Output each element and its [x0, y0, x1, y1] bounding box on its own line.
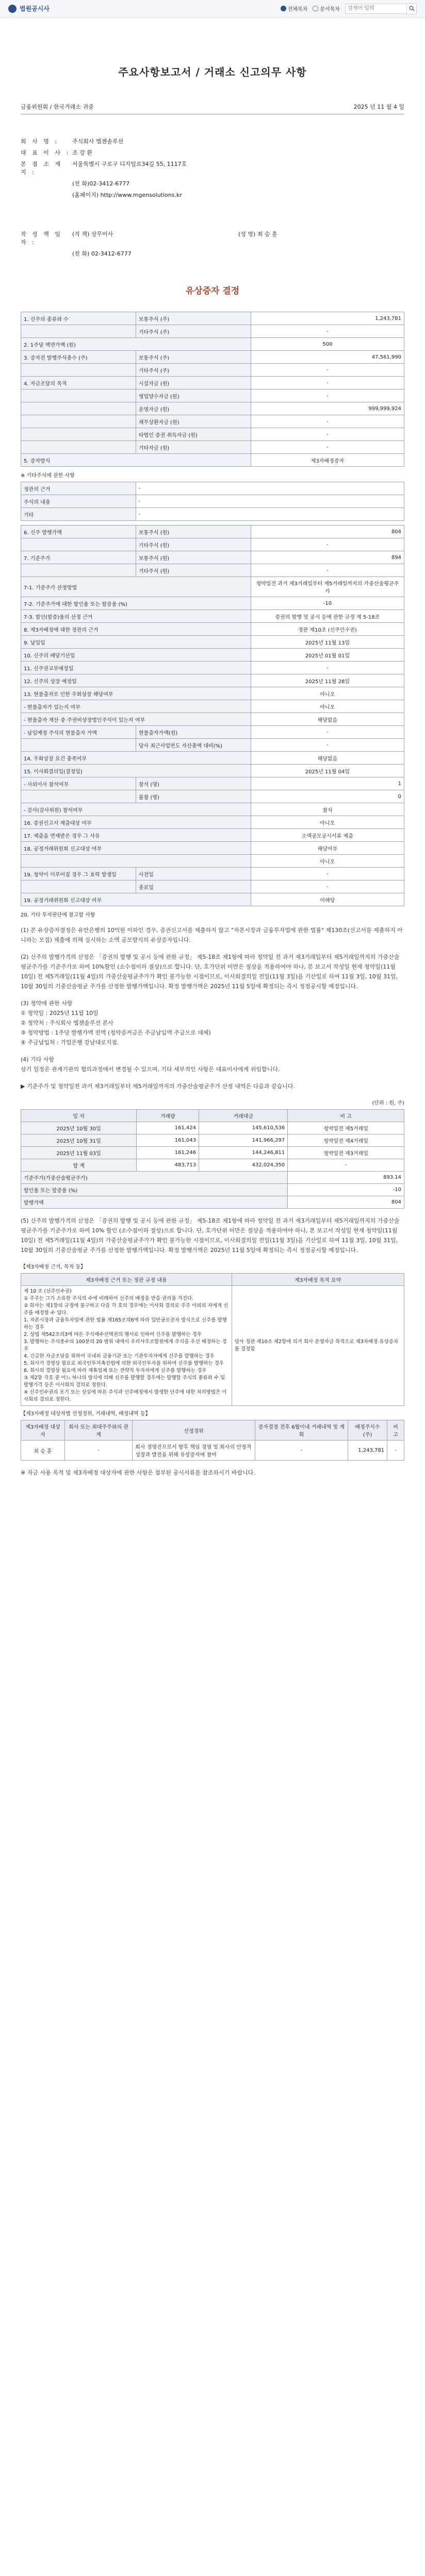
column-header: 비 고 [288, 1110, 404, 1122]
note-paragraph: (1) 본 유상증자결정은 유안은행의 10억원 이하인 경우, 증권신고서를 제출하지 않고 "자본시장과 금융투자업에 관한 법률" 제130조(신고서를 제출하지 아니하는 모집) 제출에 의해 실시하는 소액 공모방식의 유상증자입니다. [21, 927, 403, 943]
row-sublabel: 기타주식 (주) [136, 325, 251, 338]
remark-cell: 청약일전 제5거래일 [288, 1122, 404, 1134]
table-row [21, 777, 404, 790]
table-row [21, 325, 404, 338]
row-label: 13. 현물출자로 인한 우회상장 해당여부 [21, 687, 251, 700]
row-value: -10 [251, 597, 404, 610]
table-row [21, 508, 404, 521]
summary-label: 기준주가(가중산술평균주가) [21, 1172, 288, 1184]
remark-cell: 청약일전 제3거래일 [288, 1147, 404, 1159]
amount-cell: 144,246,811 [199, 1147, 288, 1159]
shares-cell: 1,243,781 [348, 1440, 387, 1461]
row-value: 미해당 [251, 893, 404, 906]
row-value: 참석 [251, 803, 404, 816]
row-label [21, 564, 136, 577]
row-value: 894 [251, 551, 404, 564]
column-header: 제3자배정 대상자 [21, 1420, 65, 1440]
date-cell: 2025년 10월 31일 [21, 1134, 137, 1147]
column-header: 일 자 [21, 1110, 137, 1122]
row-value: - [251, 428, 404, 441]
row-sublabel: 사전일 [136, 868, 251, 880]
row-label [21, 441, 136, 454]
row-sublabel: 운영자금 (원) [136, 402, 251, 415]
row-sublabel: 타법인 증권 취득자금 (원) [136, 428, 251, 441]
table-row [21, 855, 404, 868]
row-label [21, 364, 136, 377]
t3-head-2: 제3자배정 목적 요약 [232, 1274, 404, 1286]
table-row [21, 415, 404, 428]
row-label [21, 855, 251, 868]
table-row [21, 1159, 404, 1172]
table-row [21, 649, 404, 662]
row-label [21, 739, 136, 752]
column-header: 거래대금 [199, 1110, 288, 1122]
row-value: 2025년 11월 28일 [251, 674, 404, 687]
row-value: - [251, 739, 404, 752]
phone-value: (전 화)02-3412-6777 [72, 180, 130, 187]
table-row [21, 623, 404, 636]
table-row [21, 739, 404, 752]
row-label: - 납입예정 주식의 현물출자 가액 [21, 726, 136, 739]
row-label [21, 790, 136, 803]
table-row [21, 880, 404, 893]
row-label [21, 538, 136, 551]
summary-value: -10 [288, 1184, 404, 1196]
main-table [21, 312, 404, 467]
table-row [21, 816, 404, 829]
row-value: 47,561,990 [251, 351, 404, 364]
recipient: 금융위원회 / 한국거래소 귀중 [21, 104, 94, 110]
row-label: 주식의 내용 [21, 495, 136, 508]
table-row [21, 551, 404, 564]
row-value: 해당여부 [251, 842, 404, 855]
row-label [21, 402, 136, 415]
row-label: 10. 신주의 배당기산일 [21, 649, 251, 662]
row-value: 1 [251, 777, 404, 790]
row-sublabel: 채무상환자금 (원) [136, 415, 251, 428]
table-row [21, 803, 404, 816]
table-row [21, 700, 404, 713]
column-header: 배정주식수(주) [348, 1420, 387, 1440]
amount-cell: 141,966,297 [199, 1134, 288, 1147]
responsible-info [21, 230, 404, 258]
row-label [21, 389, 136, 402]
row-value: - [251, 389, 404, 402]
address-label: 본 점 소 재 지 : [21, 161, 62, 176]
table-row [21, 790, 404, 803]
amount-cell: 145,610,536 [199, 1122, 288, 1134]
row-value: 2025년 01월 01일 [251, 649, 404, 662]
top-bar [0, 0, 425, 18]
row-value: 아니오 [251, 855, 404, 868]
row-value: - [251, 726, 404, 739]
row-value: 소액공모공시서류 제출 [251, 829, 404, 842]
row-label: 14. 우회상장 요건 충족여부 [21, 752, 251, 765]
search-input[interactable] [345, 4, 407, 14]
row-label [21, 415, 136, 428]
t3-head-1: 제3자배정 근거 또는 정관 규정 내용 [21, 1274, 232, 1286]
row-label: 8. 제3자배정에 대한 정관의 근거 [21, 623, 251, 636]
volume-cell: 483,713 [137, 1159, 199, 1172]
table-row [21, 752, 404, 765]
remark-cell: - [288, 1159, 404, 1172]
table-row [21, 454, 404, 467]
row-value: - [251, 880, 404, 893]
row-label: 7-2. 기준주가에 대한 할인율 또는 할증율 (%) [21, 597, 251, 610]
search-button[interactable] [407, 3, 417, 14]
price-table [21, 1109, 404, 1209]
responsible-title: (직 책) 상무이사 [72, 231, 113, 238]
row-label [21, 428, 136, 441]
row-value: 1,243,781 [251, 312, 404, 325]
unit-label: (단위 : 원, 주) [372, 1100, 404, 1106]
table-row [21, 428, 404, 441]
row-label: 1. 신주의 종류와 수 [21, 312, 136, 325]
table-row [21, 829, 404, 842]
table-row [21, 842, 404, 855]
column-header: 선정경위 [133, 1420, 255, 1440]
table-row [21, 351, 404, 364]
row-label: 12. 신주의 상장 예정일 [21, 674, 251, 687]
other-stock-table [21, 482, 404, 521]
table-row [21, 610, 404, 623]
note-paragraph: (4) 기타 사항 상기 일정은 관계기관의 협의과정에서 변경될 수 있으며, 기타 세부적인 사항은 대표이사에게 위임합니다. [21, 1056, 280, 1073]
row-sublabel: 시설자금 (원) [136, 377, 251, 389]
date-cell: 합 계 [21, 1159, 137, 1172]
row-label [21, 325, 136, 338]
radio-dot-icon [313, 6, 318, 11]
notes [21, 925, 404, 1074]
table-row [21, 1196, 404, 1209]
table-row [21, 364, 404, 377]
summary-value: 893.14 [288, 1172, 404, 1184]
table-row [21, 1440, 404, 1461]
column-header: 거래량 [137, 1110, 199, 1122]
row-label: 18. 공정거래위원회 신고대상 여부 [21, 842, 251, 855]
row-value: 500 [251, 338, 404, 351]
t3-purpose-text: 당사 정관 제10조 제2항에 의거 회사 운영자금 목적으로 제3자배정 유상증자를 결정함 [232, 1286, 404, 1406]
volume-cell: 161,424 [137, 1122, 199, 1134]
volume-cell: 161,043 [137, 1134, 199, 1147]
row-sublabel: 종료일 [136, 880, 251, 893]
row-sublabel: 영업양수자금 (원) [136, 389, 251, 402]
recipient-line [21, 103, 404, 114]
row-sublabel: 보통주식 (원) [136, 526, 251, 538]
table-row [21, 312, 404, 325]
ceo-label: 대 표 이 사 : [21, 149, 71, 156]
row-value: - [251, 377, 404, 389]
row-label: 4. 자금조달의 목적 [21, 377, 136, 389]
table-row [21, 1122, 404, 1134]
table-row [21, 687, 404, 700]
column-header: 비 고 [387, 1420, 404, 1440]
section3-title: 【제3자배정 근거, 목적 등】 [21, 1264, 86, 1270]
section4-title: 【제3자배정 대상자별 선정경위, 거래내역, 배정내역 등】 [21, 1411, 151, 1417]
table-row [21, 402, 404, 415]
note20-title: 20. 기타 투자판단에 참고할 사항 [21, 912, 95, 918]
ceo-name: 조 강 환 [72, 149, 92, 156]
row-value: 아니오 [251, 816, 404, 829]
brand-logo[interactable] [8, 4, 50, 13]
row-sublabel: 참석 (명) [136, 777, 251, 790]
amount-cell: 432,024,350 [199, 1159, 288, 1172]
responsible-label: 작 성 책 임 자 : [21, 231, 62, 246]
responsible-phone: (전 화) 02-3412-6777 [72, 250, 132, 257]
relation-cell: - [65, 1440, 133, 1461]
row-label: - 현물출자가 있는지 여부 [21, 700, 251, 713]
row-value: 제3자배정증자 [251, 454, 404, 467]
row-label: - 현물출자 재산 중 주권비상장법인주식이 있는지 여부 [21, 713, 251, 726]
row-label: 19. 청약이 이루어질 경우 그 효력 발생일 [21, 868, 136, 880]
table-row [21, 564, 404, 577]
row-label: 9. 납입일 [21, 636, 251, 649]
row-label: 6. 신주 발행가액 [21, 526, 136, 538]
row-label: 19. 공정거래위원회 신고대상 여부 [21, 893, 251, 906]
row-label: 16. 증권신고서 제출대상 여부 [21, 816, 251, 829]
table-row [21, 482, 404, 495]
row-sublabel: 보통주식 (주) [136, 312, 251, 325]
row-value: 해당없음 [251, 752, 404, 765]
row-sublabel: 보통주식 (원) [136, 551, 251, 564]
table-row [21, 577, 404, 597]
address-value: 서울특별시 구로구 디지털로34길 55, 1117호 [72, 161, 187, 167]
row-value: - [136, 495, 404, 508]
allottee-name: 최 승 훈 [21, 1440, 65, 1461]
detail-table [21, 525, 404, 906]
row-value: - [251, 662, 404, 674]
table-row [21, 441, 404, 454]
row-value: 증권의 발행 및 공시 등에 관한 규정 제 5-18조 [251, 610, 404, 623]
table-row [21, 526, 404, 538]
row-label: 7-1. 기준주가 산정방법 [21, 577, 251, 597]
row-value: - [251, 415, 404, 428]
table-row [21, 538, 404, 551]
row-label: - 감사(감사위원) 참석여부 [21, 803, 251, 816]
table-row [21, 377, 404, 389]
table-row [21, 1147, 404, 1159]
row-value: - [136, 482, 404, 495]
table-row [21, 636, 404, 649]
row-value: 2025년 11월 04일 [251, 765, 404, 777]
note-paragraph: (3) 청약에 관한 사항 ① 청약일 : 2025년 11월 10일 ② 청약처 : 주식회사 엠젠솔루션 본사 ③ 청약방법 : 1주당 발행가액 전액 (청약증거금은 주금납입액 주금으로 대체) ④ 주금납입처 : 기업은행 강남대로지점. [21, 1000, 211, 1046]
table-row [21, 726, 404, 739]
row-sublabel: 불참 (명) [136, 790, 251, 803]
table-row [21, 597, 404, 610]
row-label: 정관의 근거 [21, 482, 136, 495]
section-title: 유상증자 결정 [185, 286, 240, 296]
row-value: 정관 제10조 (신주인수권) [251, 623, 404, 636]
volume-cell: 161,246 [137, 1147, 199, 1159]
radio-all-toc[interactable]: 전체목차 [281, 5, 308, 12]
row-value: - [251, 868, 404, 880]
history-cell: - [255, 1440, 348, 1461]
row-label: 5. 증자방식 [21, 454, 251, 467]
table-row [21, 1134, 404, 1147]
company-name: 주식회사 엠젠솔루션 [72, 138, 124, 145]
row-sublabel: 보통주식 (주) [136, 351, 251, 364]
row-sublabel: 기타주식 (원) [136, 564, 251, 577]
doc-title: 주요사항보고서 / 거래소 신고의무 사항 [118, 66, 307, 78]
homepage-value: (홈페이지) http://www.mgensolutions.kr [72, 192, 182, 198]
allottee-table [21, 1420, 404, 1461]
row-label: - 사외이사 참석여부 [21, 777, 136, 790]
row-sublabel: 현물출자가액(원) [136, 726, 251, 739]
note-paragraph: (2) 신주의 발행가격의 산정은 「증권의 발행 및 공시 등에 관한 규정」 제5-18조 제1항에 따라 청약일 전 과거 제3거래일부터 제5거래일까지의 가중산술평균주가를 기준주가로 하여 10%할인 (소수점이하 절상)으로 합니다. 단, 호가단위 미만은 절상을 적용하여야 하나, 본 보고서 작성일 현재 청약일(11월 10일) 전 제5거래일(11월 4일)의 가중산술평균주가가 확인 불가능한 시점이므로, 이사회결의일 전일(11월 3일)을 기산일로 하여 11월 3일, 10월 31일, 10월 30일의 기중산술평균 주가를 산정한 발행가액입니다. 확정 발행가액은 2025년 11월 5일에 확정되는 즉시 정정공시할 예정입니다. [21, 954, 400, 990]
company-label: 회 사 명 : [21, 138, 59, 145]
radio-doc-toc[interactable]: 문서목차 [313, 5, 340, 12]
remark-cell: 청약일전 제4거래일 [288, 1134, 404, 1147]
responsible-name: (성 명) 최 승 훈 [238, 231, 277, 238]
row-value: 0 [251, 790, 404, 803]
row-value: - [251, 538, 404, 551]
brand-name: 법원공시사 [20, 5, 50, 12]
row-value: 999,999,924 [251, 402, 404, 415]
calc-note: ▶ 기준주가 및 청약일전 과거 제3거래일부터 제5거래일까지의 가중산술평균주가 산정 내역은 다음과 같습니다. [21, 1083, 295, 1090]
summary-label: 할인율 또는 할증율 (%) [21, 1184, 288, 1196]
other-stock-caption: ※ 기타주식에 관한 사항 [21, 473, 75, 479]
row-sublabel: 기타주식 (원) [136, 538, 251, 551]
row-value: 804 [251, 526, 404, 538]
remark-cell: - [387, 1440, 404, 1461]
row-value: 아니오 [251, 687, 404, 700]
table-row [21, 893, 404, 906]
column-header: 증자결정 전후 6월이내 거래내역 및 계획 [255, 1420, 348, 1440]
row-label: 7-3. 할인(할증)율의 산정 근거 [21, 610, 251, 623]
row-value: 해당없음 [251, 713, 404, 726]
row-value: - [251, 441, 404, 454]
note5: (5) 신주의 발행가격의 산정은 「증권의 발행 및 공시 등에 관한 규정」 제5-18조 제1항에 따라 청약일 전 과거 제3거래일부터 제5거래일까지의 가중산술평균주가를 기준주가로 하여 10% 할인 (소수점이하 절상)으로 합니다. 단, 호가단위 미만은 절상을 적용하여야 하나, 본 보고서 작성일 현재 청약일(11월 10일) 전 제5거래일(11월 4일)의 가중산술평균주가가 확인 불가능한 시점이므로, 이사회결의일 전일(11월 3일)을 기산일로 하여 11월 3일, 10월 31일, 10월 30일의 기중산술평균 주가를 산정한 발행가액입니다. 확정 발행가액은 2025년 11월 5일에 확정되는 즉시 정정공시할 예정입니다. [21, 1217, 400, 1253]
table-row [21, 1172, 404, 1184]
allotment-basis-table [21, 1273, 404, 1406]
row-value: - [251, 364, 404, 377]
row-value: 2025년 11월 13일 [251, 636, 404, 649]
date-cell: 2025년 11월 03일 [21, 1147, 137, 1159]
row-value: 아니오 [251, 700, 404, 713]
row-label: 11. 신주권교부예정일 [21, 662, 251, 674]
last-note: ※ 자금 사용 목적 및 제3자배정 대상자에 관한 사항은 첨부된 공시서류를 참조하시기 바랍니다. [21, 1469, 255, 1476]
row-value: 청약일전 과거 제3거래일부터 제5거래일까지의 가중산술평균주가 [251, 577, 404, 597]
summary-label: 발행가액 [21, 1196, 288, 1209]
t3-basis-text: 제 10 조 (신주인수권) ① 주주는 그가 소유한 주식의 수에 비례하여 신주의 배정을 받을 권리를 가진다. ② 회사는 제1항의 규정에 불구하고 다음 각 호의 경우에는 이사회 결의로 주주 이외의 자에게 신주를 배정할 수 있다. 1. 자본시장과 금융투자업에 관한 법률 제165조의6에 따라 일반공모증자 방식으로 신주를 발행하는 경우 2. 상법 제542조의3에 따른 주식매수선택권의 행사로 인하여 신주를 발행하는 경우 3. 발행하는 주식총수의 100분의 20 범위 내에서 우리사주조합원에게 주식을 우선 배정하는 경우 4. 긴급한 자금조달을 위하여 국내외 금융기관 또는 기관투자자에게 신주를 발행하는 경우 5. 회사가 경영상 필요로 외국인투자촉진법에 의한 외국인투자를 위하여 신주를 발행하는 경우 6. 회사의 경영상 필요에 따라 제휴업체 또는 전략적 투자자에게 신주를 발행하는 경우 ③ 제2항 각호 중 어느 하나의 방식에 의해 신주를 발행할 경우에는 발행할 주식의 종류와 수 및 발행가격 등은 이사회의 결의로 정한다. ④ 신주인수권의 포기 또는 상실에 따른 주식과 신주배정에서 발생한 단주에 대한 처리방법은 이사회의 결의로 정한다. [21, 1286, 232, 1406]
row-value: - [251, 564, 404, 577]
row-sublabel: 기타자금 (원) [136, 441, 251, 454]
row-label: 기타 [21, 508, 136, 521]
table-row [21, 713, 404, 726]
search-box [345, 3, 417, 14]
table-row [21, 674, 404, 687]
column-header: 회사 또는 최대주주와의 관계 [65, 1420, 133, 1440]
selection-cell: 회사 경영진으로서 향후 책임 경영 및 회사의 안정적 성장과 발전을 위해 유상증자에 참여 [133, 1440, 255, 1461]
row-sublabel: 기타주식 (주) [136, 364, 251, 377]
row-value: - [136, 508, 404, 521]
row-sublabel: 당사 최근사업연도 자산총액 대비(%) [136, 739, 251, 752]
company-info [21, 137, 404, 199]
table-row [21, 765, 404, 777]
row-label: 17. 제출을 면제받은 경우 그 사유 [21, 829, 251, 842]
table-row [21, 495, 404, 508]
radio-dot-icon [281, 6, 286, 11]
brand-icon [8, 5, 17, 13]
table-row [21, 662, 404, 674]
search-icon [409, 6, 415, 11]
row-label [21, 880, 136, 893]
row-label: 7. 기준주가 [21, 551, 136, 564]
doc-date: 2025 년 11 월 4 일 [353, 104, 404, 110]
row-label: 15. 이사회결의일(결정일) [21, 765, 251, 777]
date-cell: 2025년 10월 30일 [21, 1122, 137, 1134]
row-label: 2. 1주당 액면가액 (원) [21, 338, 251, 351]
row-label: 3. 증자전 발행주식총수 (주) [21, 351, 136, 364]
summary-value: 804 [288, 1196, 404, 1209]
table-row [21, 868, 404, 880]
row-value: - [251, 325, 404, 338]
table-row [21, 338, 404, 351]
table-row [21, 1184, 404, 1196]
table-row [21, 389, 404, 402]
